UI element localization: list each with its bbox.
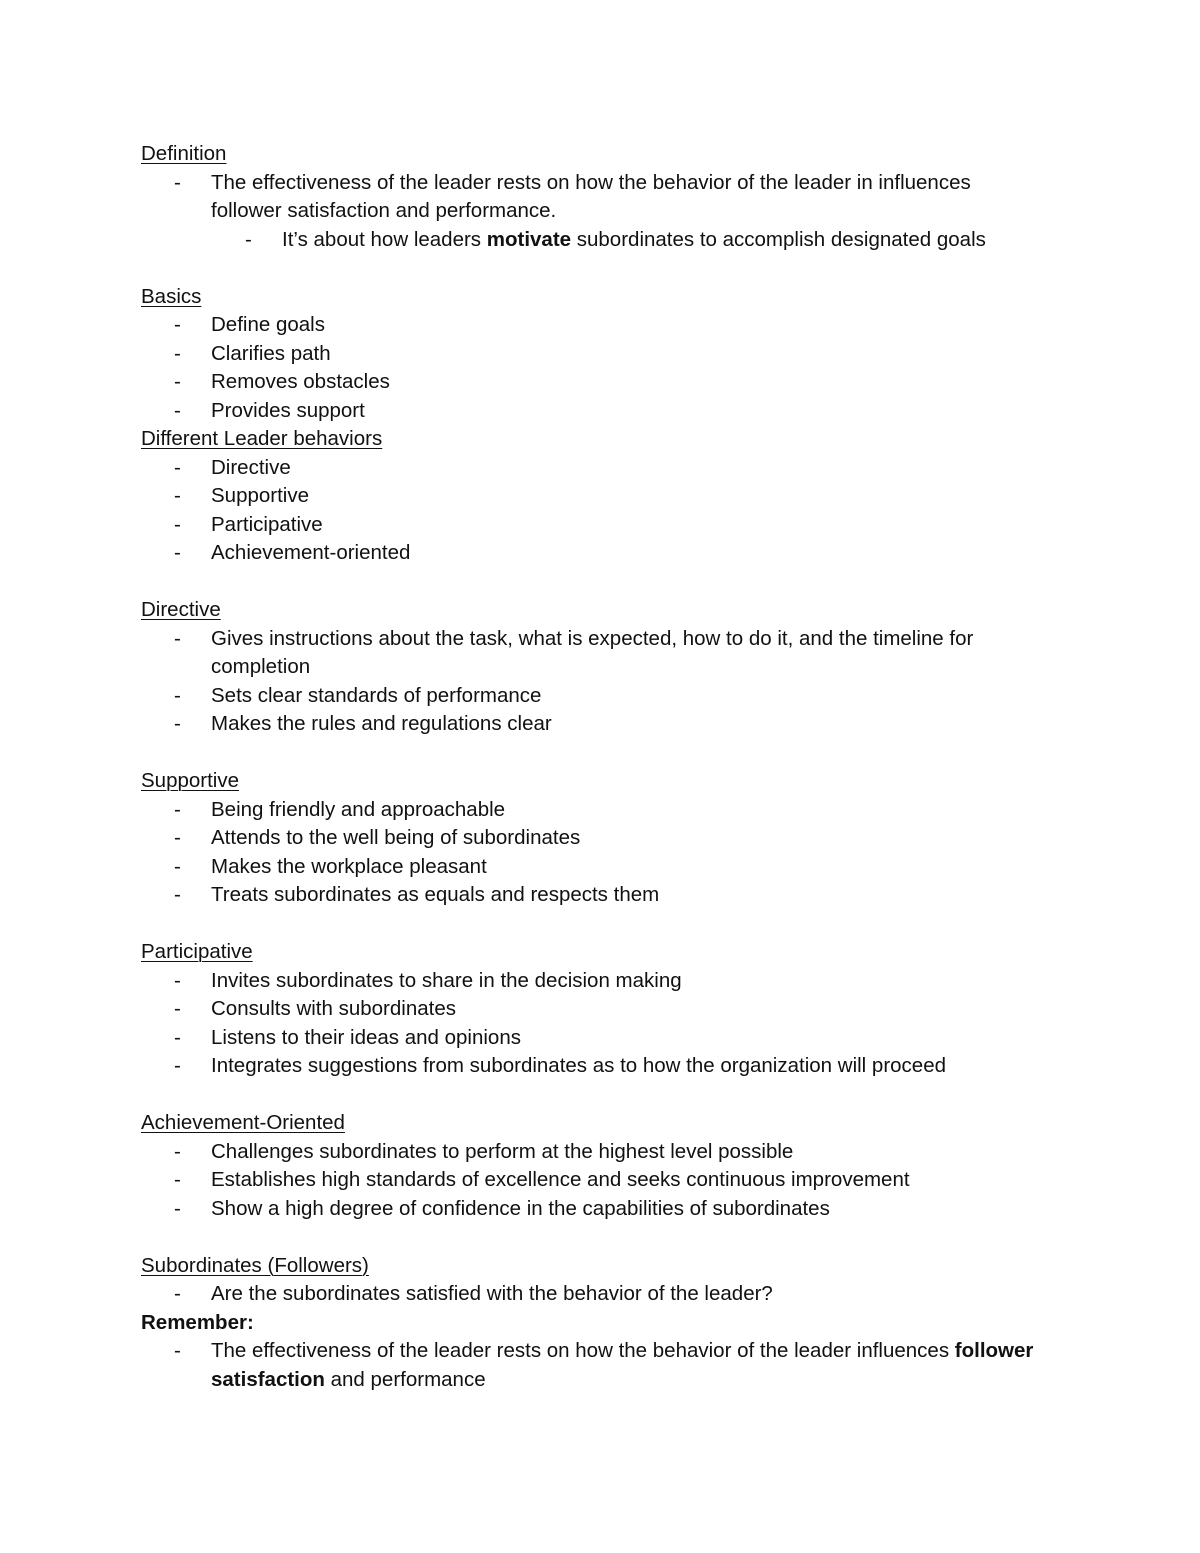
- list-item: - Directive: [141, 454, 1041, 483]
- remember-list: [141, 1337, 1041, 1394]
- spacer: [141, 1081, 1041, 1110]
- list-item: - Treats subordinates as equals and respects them: [141, 881, 1041, 910]
- subordinates-heading: Subordinates (Followers): [141, 1253, 369, 1277]
- list-item: - Makes the rules and regulations clear: [141, 710, 1041, 739]
- spacer: [141, 254, 1041, 283]
- directive-heading: Directive: [141, 598, 221, 621]
- list-item: - The effectiveness of the leader rests on how the behavior of the leader influences follower satisfaction and performance: [141, 1337, 1041, 1394]
- basics-heading: Basics: [141, 284, 202, 308]
- list-item: - The effectiveness of the leader rests on how the behavior of the leader in influences follower satisfaction and performance.: [141, 169, 1041, 226]
- supportive-heading: Supportive: [141, 769, 240, 792]
- list-item: - Invites subordinates to share in the decision making: [141, 967, 1041, 996]
- list-item: - Attends to the well being of subordinates: [141, 824, 1041, 853]
- document-page: [141, 140, 1041, 1394]
- list-item: - Show a high degree of confidence in the capabilities of subordinates: [141, 1195, 1041, 1224]
- achievement-list: [141, 1138, 1041, 1224]
- spacer: [141, 739, 1041, 768]
- list-item: - Sets clear standards of performance: [141, 682, 1041, 711]
- list-item: - Establishes high standards of excellence and seeks continuous improvement: [141, 1166, 1041, 1195]
- directive-list: [141, 625, 1041, 739]
- list-item: - Achievement-oriented: [141, 539, 1041, 568]
- achievement-heading: Achievement-Oriented: [141, 1111, 345, 1134]
- list-item: - Provides support: [141, 397, 1041, 426]
- spacer: [141, 568, 1041, 597]
- supportive-list: [141, 796, 1041, 910]
- list-item: - Clarifies path: [141, 340, 1041, 369]
- definition-heading: Definition: [141, 142, 227, 165]
- definition-list: [141, 169, 1041, 255]
- list-item-nested: - It’s about how leaders motivate subordinates to accomplish designated goals: [141, 226, 1041, 255]
- list-item: - Supportive: [141, 482, 1041, 511]
- list-item: - Removes obstacles: [141, 368, 1041, 397]
- motivate-emphasis: motivate: [486, 227, 572, 251]
- list-item: - Consults with subordinates: [141, 995, 1041, 1024]
- list-item: - Being friendly and approachable: [141, 796, 1041, 825]
- list-item: - Makes the workplace pleasant: [141, 853, 1041, 882]
- participative-list: [141, 967, 1041, 1081]
- participative-heading: Participative: [141, 940, 253, 963]
- list-item: - Gives instructions about the task, what is expected, how to do it, and the timeline for completion: [141, 625, 1041, 682]
- spacer: [141, 910, 1041, 939]
- list-item: - Listens to their ideas and opinions: [141, 1024, 1041, 1053]
- remember-heading: Remember:: [141, 1310, 254, 1334]
- spacer: [141, 1223, 1041, 1252]
- behaviors-heading: Different Leader behaviors: [141, 427, 383, 450]
- follower-satisfaction-emphasis: follower satisfaction: [211, 1339, 1034, 1391]
- subordinates-list: [141, 1280, 1041, 1309]
- list-item: - Integrates suggestions from subordinates as to how the organization will proceed: [141, 1052, 1041, 1081]
- behaviors-list: [141, 454, 1041, 568]
- basics-list: [141, 311, 1041, 425]
- list-item: - Are the subordinates satisfied with the behavior of the leader?: [141, 1280, 1041, 1309]
- list-item: - Define goals: [141, 311, 1041, 340]
- list-item: - Participative: [141, 511, 1041, 540]
- list-item: - Challenges subordinates to perform at the highest level possible: [141, 1138, 1041, 1167]
